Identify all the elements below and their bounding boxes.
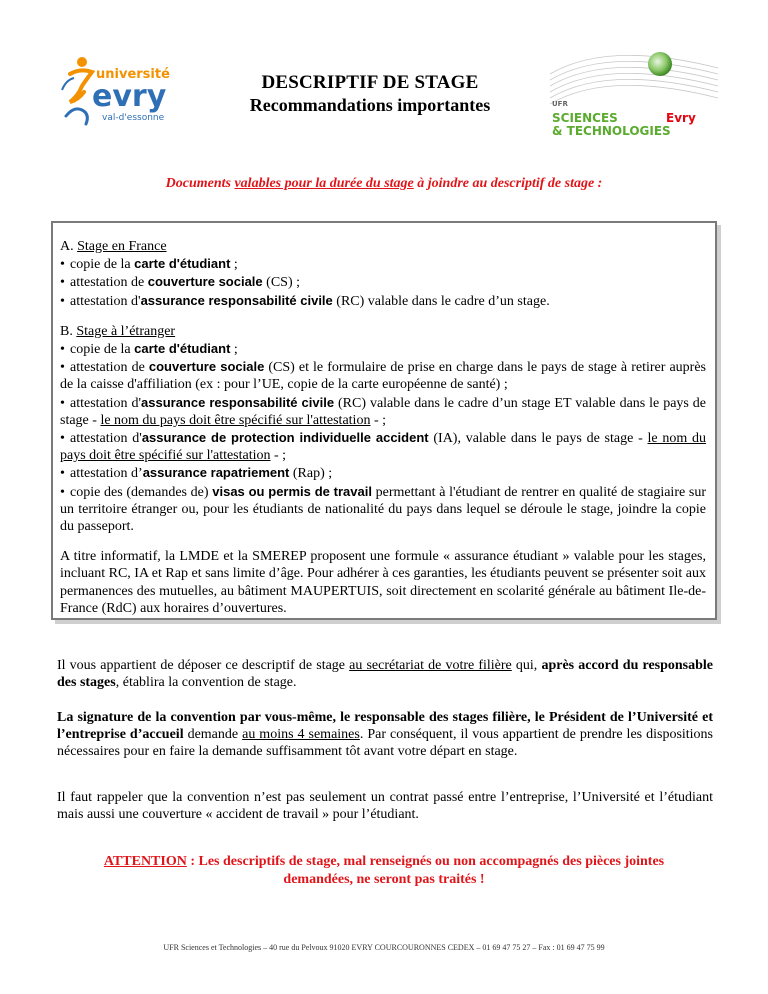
docs-suffix: à joindre au descriptif de stage : <box>413 176 603 191</box>
page-footer: UFR Sciences et Technologies – 40 rue du Pelvoux 91020 EVRY COURCOURONNES CEDEX – 01 69 47 75 27 – Fax : 01 69 47 75 99 <box>163 943 605 952</box>
para-text: . Par conséquent, il vous appartient de prendre les dispositions nécessaires pour en faire la demande suffisamment tôt avant votre départ en stage. <box>57 727 714 760</box>
bullet-icon: • <box>60 275 65 291</box>
item-text: attestation de <box>70 275 148 291</box>
bullet-icon: • <box>60 484 65 500</box>
item-bold: visas ou permis de travail <box>212 483 372 499</box>
documents-box-content <box>60 238 706 617</box>
section-a-item-2 <box>60 273 706 291</box>
item-text: attestation d' <box>70 431 142 447</box>
ufr-sciences-logo <box>548 44 720 138</box>
item-bold: couverture sociale <box>147 274 263 290</box>
document-subtitle: Recommandations importantes <box>249 95 491 115</box>
docs-prefix: Documents <box>165 176 235 191</box>
para-text: Il vous appartient de déposer ce descriptif de stage <box>57 658 350 673</box>
section-b-item-5 <box>60 464 706 482</box>
section-b-item-1 <box>60 340 706 358</box>
bullet-icon: • <box>60 466 65 482</box>
item-text: ; <box>230 342 238 358</box>
section-b-heading: Stage à l’étranger <box>76 323 176 339</box>
section-a-letter: A. <box>60 239 78 254</box>
logo-left-line3: val-d'essonne <box>102 113 165 123</box>
item-text: attestation d' <box>70 395 141 411</box>
logo-right-ufr: UFR <box>552 100 568 108</box>
item-text: copie de la <box>70 342 135 358</box>
document-title-block <box>190 72 550 116</box>
section-a-item-3 <box>60 292 706 310</box>
logo-right-tech: & TECHNOLOGIES <box>552 124 671 138</box>
insurance-info: A titre informatif, la LMDE et la SMEREP proposent une formule « assurance étudiant » valable pour les stages, incluant RC, IA et Rap et sans limite d’âge. Pour adhérer à ces garanties, les étudiants peuvent se présenter soit aux permanences des mutuelles, au bâtiment MAUPERTUIS, soit directement en scolarité générale au bâtiment Ile-de-France (RdC) aux horaires d’ouvertures. <box>60 549 706 616</box>
item-text: permettant à l'étudiant de rentrer en qualité de stagiaire sur un territoire étranger ou, pour les étudiants de nationalité du pays dans lequel se déroule le stage, joindre la copie du passeport. <box>60 484 706 535</box>
item-bold: assurance de protection individuelle accident <box>141 430 429 446</box>
section-b-title <box>60 323 706 340</box>
para-underlined: au secrétariat de votre filière <box>349 658 512 673</box>
attention-word: ATTENTION <box>103 854 187 869</box>
item-text: attestation d' <box>70 293 141 309</box>
para-text: , établira la convention de stage. <box>115 675 297 691</box>
documents-box <box>51 221 717 620</box>
universite-evry-logo <box>52 50 170 128</box>
bullet-icon: • <box>60 395 65 411</box>
logo-left-line2: evry <box>92 79 167 114</box>
item-bold: assurance rapatriement <box>142 465 290 481</box>
item-text: (RC) valable dans le cadre d’un stage. <box>332 293 550 309</box>
section-b-item-2 <box>60 358 706 393</box>
paragraph-secretariat <box>57 657 713 691</box>
item-bold: carte d'étudiant <box>134 256 231 272</box>
bullet-icon: • <box>60 257 65 273</box>
item-text: attestation de <box>70 360 149 376</box>
bullet-icon: • <box>60 342 65 358</box>
item-text: - ; <box>370 412 387 428</box>
section-b-item-3 <box>60 394 706 429</box>
item-text: copie des (demandes de) <box>70 484 213 500</box>
paragraph-signature <box>57 709 713 761</box>
item-bold: couverture sociale <box>148 359 265 375</box>
section-b-item-6 <box>60 483 706 536</box>
paragraph-convention: Il faut rappeler que la convention n’est pas seulement un contrat passé entre l’entreprise, l’Université et l’étudiant mais aussi une couverture « accident de travail » pour l’étudiant. <box>57 790 713 823</box>
item-bold: assurance responsabilité civile <box>140 292 333 308</box>
attention-line-2: demandées, ne seront pas traités ! <box>283 871 485 887</box>
para-text: qui, <box>511 658 542 673</box>
bullet-icon: • <box>60 431 65 447</box>
document-title: DESCRIPTIF DE STAGE <box>261 72 479 93</box>
bullet-icon: • <box>60 360 65 376</box>
item-underlined: le nom du pays doit être spécifié sur l'attestation <box>60 431 707 464</box>
bullet-icon: • <box>60 293 65 309</box>
item-text: (Rap) ; <box>289 466 333 482</box>
item-bold: carte d'étudiant <box>134 341 231 357</box>
attention-line-1 <box>0 853 768 871</box>
item-bold: assurance responsabilité civile <box>141 394 335 410</box>
section-a-item-1 <box>60 255 706 273</box>
item-underlined: le nom du pays doit être spécifié sur l'attestation <box>100 412 371 428</box>
logo-right-evry: Evry <box>666 111 696 125</box>
section-b-letter: B. <box>60 323 77 339</box>
logo-right-sciences: SCIENCES <box>552 111 618 125</box>
section-a-heading: Stage en France <box>77 239 167 254</box>
documents-heading <box>0 176 768 192</box>
item-text: (CS) ; <box>262 275 300 291</box>
para-bold: La signature de la convention par vous-même, le responsable des stages filière, le Président de l’Université et l’entreprise d’accueil <box>57 710 713 743</box>
item-text: ; <box>230 257 238 273</box>
section-b-item-4 <box>60 429 706 464</box>
attention-notice <box>0 853 768 888</box>
section-a-title <box>60 238 706 255</box>
item-text: copie de la <box>70 257 135 273</box>
para-underlined: au moins 4 semaines <box>242 727 360 743</box>
docs-underlined: valables pour la durée du stage <box>234 176 414 191</box>
para-bold: après accord du responsable des stages <box>57 658 714 691</box>
attention-text-1: : Les descriptifs de stage, mal renseignés ou non accompagnés des pièces jointes <box>186 854 665 869</box>
item-text: (RC) valable dans le cadre d’un stage ET valable dans le pays de stage - <box>60 395 706 428</box>
item-text: (CS) et le formulaire de prise en charge dans le pays de stage à retirer auprès de la caisse d'affiliation (ex : pour l’UE, copie de la carte européenne de santé) ; <box>60 360 706 393</box>
item-text: - ; <box>270 448 287 464</box>
item-text: (IA), valable dans le pays de stage - <box>428 431 648 447</box>
para-text: demande <box>183 727 243 743</box>
logo-left-line1: université <box>96 67 170 82</box>
item-text: attestation d’ <box>70 466 143 482</box>
